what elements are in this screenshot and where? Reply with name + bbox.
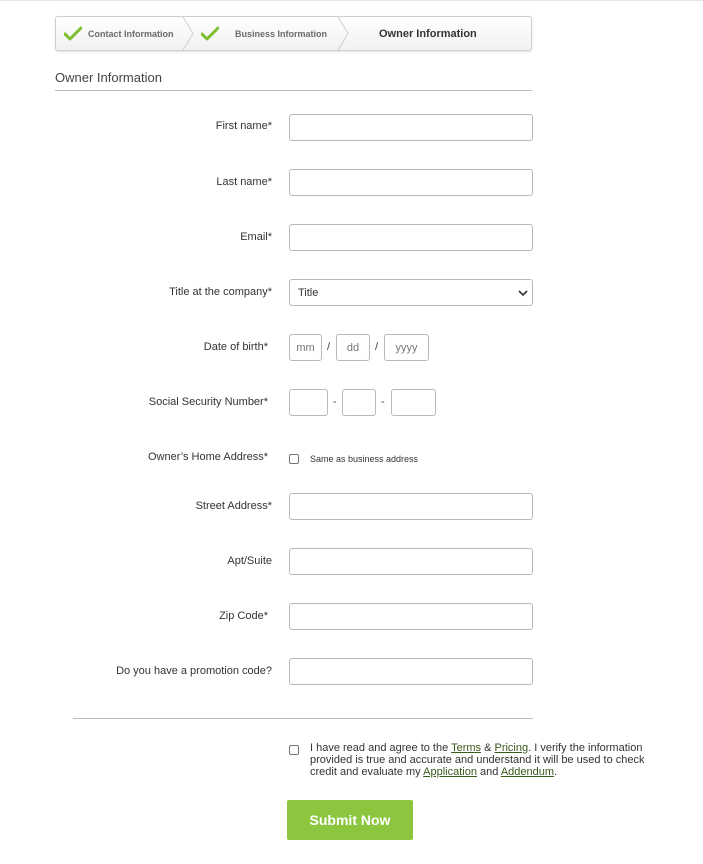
title-select[interactable] bbox=[289, 279, 533, 306]
step-owner-information bbox=[341, 17, 531, 50]
step-business-information[interactable] bbox=[186, 17, 341, 50]
agreement-text-part: . bbox=[554, 766, 558, 778]
step-label: Contact Information bbox=[88, 28, 174, 39]
home-address-label: Owner’s Home Address* bbox=[147, 451, 268, 463]
same-as-business-label: Same as business address bbox=[310, 454, 419, 464]
promo-code-label: Do you have a promotion code? bbox=[116, 665, 272, 677]
first-name-input[interactable] bbox=[289, 114, 533, 141]
zip-code-label: Zip Code* bbox=[219, 610, 268, 622]
addendum-link[interactable]: Addendum bbox=[500, 766, 555, 778]
application-link[interactable]: Application bbox=[423, 766, 477, 778]
apt-suite-label: Apt/Suite bbox=[227, 555, 272, 567]
chevron-down-icon bbox=[518, 288, 528, 298]
agreement-text-part: . I verify the information provided is true and accurate and understand it will be used to check credit and evaluate my bbox=[310, 742, 645, 778]
street-address-label: Street Address* bbox=[195, 500, 272, 512]
terms-link[interactable]: Terms bbox=[451, 742, 482, 754]
ssn-separator: - bbox=[333, 396, 337, 408]
promo-code-input[interactable] bbox=[289, 658, 533, 685]
last-name-label: Last name* bbox=[216, 176, 272, 188]
step-label: Business Information bbox=[235, 28, 328, 39]
dob-day-input[interactable] bbox=[336, 334, 370, 361]
submit-button[interactable]: Submit Now bbox=[287, 800, 413, 840]
pricing-link[interactable]: Pricing bbox=[494, 742, 529, 754]
dob-label: Date of birth* bbox=[203, 341, 268, 353]
agreement-text-part: and bbox=[476, 766, 501, 778]
email-label: Email* bbox=[240, 231, 272, 243]
agreement-text bbox=[310, 742, 660, 778]
ssn-label: Social Security Number* bbox=[148, 396, 268, 408]
ssn-separator: - bbox=[381, 396, 385, 408]
same-as-business-checkbox[interactable] bbox=[289, 454, 299, 464]
step-contact-information[interactable] bbox=[56, 17, 186, 50]
checkmark-icon bbox=[201, 26, 219, 42]
title-select-value: Title bbox=[298, 286, 319, 299]
ssn-part3-input[interactable] bbox=[391, 389, 436, 416]
top-divider bbox=[0, 0, 703, 1]
zip-code-input[interactable] bbox=[289, 603, 533, 630]
first-name-label: First name* bbox=[215, 120, 272, 132]
dob-separator: / bbox=[327, 341, 331, 353]
form-divider bbox=[73, 718, 533, 719]
section-divider bbox=[55, 90, 532, 91]
checkmark-icon bbox=[64, 26, 82, 42]
email-input[interactable] bbox=[289, 224, 533, 251]
ssn-part2-input[interactable] bbox=[342, 389, 376, 416]
dob-separator: / bbox=[375, 341, 379, 353]
last-name-input[interactable] bbox=[289, 169, 533, 196]
apt-suite-input[interactable] bbox=[289, 548, 533, 575]
dob-month-input[interactable] bbox=[289, 334, 322, 361]
ssn-part1-input[interactable] bbox=[289, 389, 328, 416]
section-title: Owner Information bbox=[55, 70, 162, 85]
step-label: Owner Information bbox=[379, 27, 477, 40]
agreement-text-part: I have read and agree to the bbox=[310, 742, 452, 754]
dob-year-input[interactable] bbox=[384, 334, 429, 361]
wizard-steps bbox=[55, 16, 532, 51]
street-address-input[interactable] bbox=[289, 493, 533, 520]
agree-terms-checkbox[interactable] bbox=[289, 745, 299, 755]
title-label: Title at the company* bbox=[169, 286, 272, 298]
agreement-text-part: & bbox=[481, 742, 495, 754]
